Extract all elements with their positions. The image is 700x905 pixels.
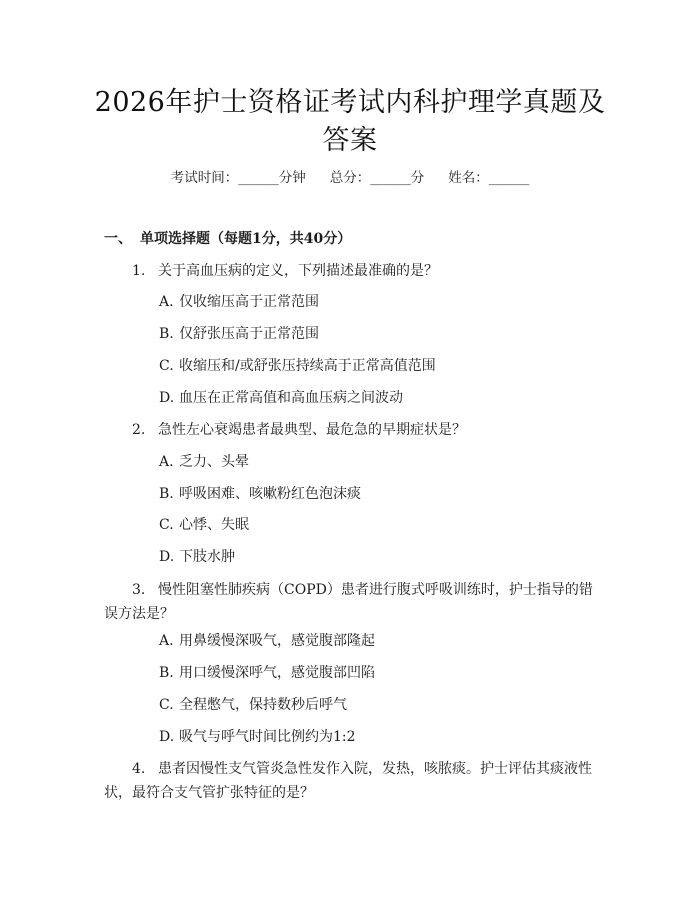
option-text: 下肢水肿 [179,549,235,565]
option-text: 血压在正常高值和高血压病之间波动 [179,390,403,406]
question-text: 关于高血压病的定义，下列描述最准确的是？ [158,263,438,279]
question-text: 急性左心衰竭患者最典型、最危急的早期症状是？ [158,422,466,438]
question-number: 1. [132,263,146,279]
option-letter: C. [159,517,174,533]
question-number: 2. [132,422,146,438]
section-title: 单项选择题（每题1分，共40分） [140,231,352,247]
option-letter: A. [159,294,174,310]
option-letter: A. [159,633,174,649]
question-text: 慢性阻塞性肺疾病（COPD）患者进行腹式呼吸训练时，护士指导的错误方法是？ [104,582,593,622]
q1-option-b [159,324,319,344]
option-text: 仅舒张压高于正常范围 [179,326,319,342]
section-heading [104,229,351,249]
option-text: 收缩压和/或舒张压持续高于正常高值范围 [179,358,436,374]
q2-option-b [159,484,361,504]
q2-option-a [159,452,249,472]
option-letter: C. [159,697,174,713]
q2-option-c [159,515,249,535]
option-text: 仅收缩压高于正常范围 [179,294,319,310]
exam-meta-line [0,168,700,188]
option-text: 呼吸困难、咳嗽粉红色泡沫痰 [179,486,361,502]
exam-time-field: 考试时间：______分钟 [170,170,306,186]
q3-option-a [159,631,375,651]
document-title: 2026年护士资格证考试内科护理学真题及答案 [94,87,606,156]
option-letter: B. [159,665,174,681]
q3-option-d [159,727,356,747]
option-text: 用鼻缓慢深吸气，感觉腹部隆起 [179,633,375,649]
option-letter: C. [159,358,174,374]
option-letter: A. [159,454,174,470]
question-2 [104,418,604,442]
option-letter: B. [159,326,174,342]
q2-option-d [159,547,235,567]
q3-option-b [159,663,375,683]
q3-option-c [159,695,347,715]
option-text: 心悸、失眠 [179,517,249,533]
option-text: 用口缓慢深呼气，感觉腹部凹陷 [179,665,375,681]
q1-option-c [159,356,436,376]
q1-option-a [159,292,319,312]
question-number: 3. [132,582,146,598]
name-field: 姓名：______ [448,170,530,186]
question-text: 患者因慢性支气管炎急性发作入院，发热，咳脓痰。护士评估其痰液性状，最符合支气管扩张特征的是？ [104,761,592,801]
option-letter: B. [159,486,174,502]
question-1 [104,259,604,283]
option-text: 乏力、头晕 [179,454,249,470]
option-letter: D. [159,729,175,745]
question-4 [104,757,604,805]
section-number: 一、 [104,231,132,247]
question-number: 4. [132,761,146,777]
option-letter: D. [159,549,175,565]
option-text: 吸气与呼气时间比例约为1:2 [179,729,356,745]
option-text: 全程憋气，保持数秒后呼气 [179,697,347,713]
option-letter: D. [159,390,175,406]
total-score-field: 总分：______分 [329,170,425,186]
q1-option-d [159,388,403,408]
question-3 [104,578,604,626]
